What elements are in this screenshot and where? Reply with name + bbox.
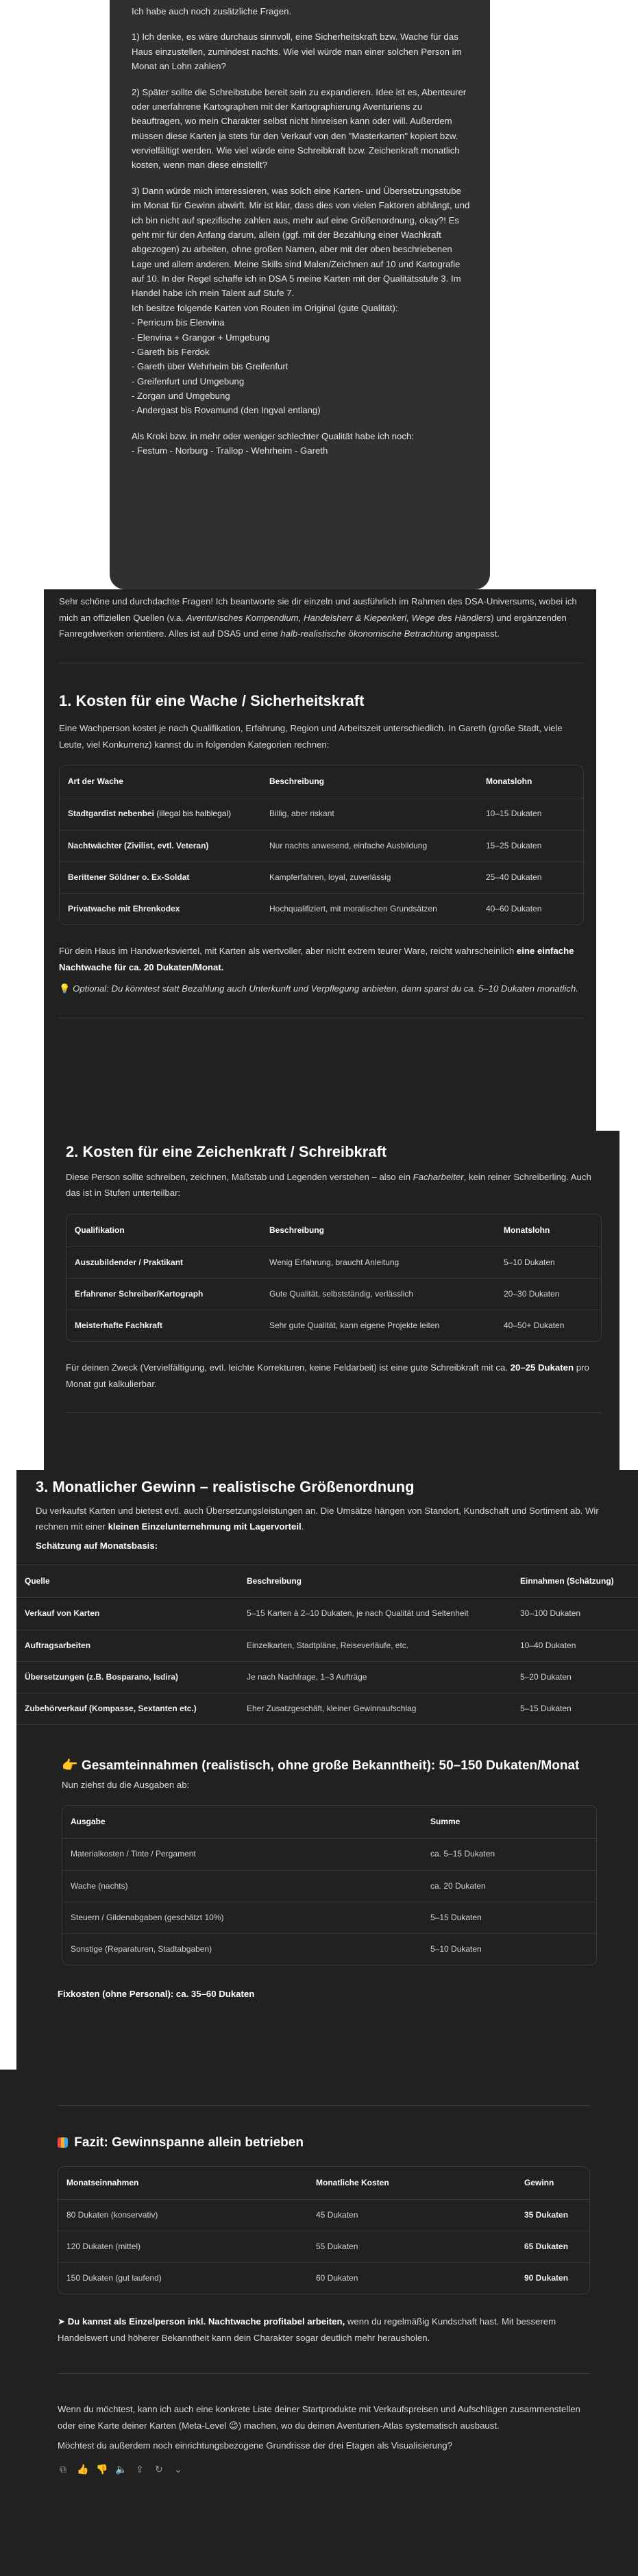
lightbulb-icon: 💡 bbox=[59, 983, 71, 994]
table-row: Stadtgardist nebenbei (illegal bis halblegal) Billig, aber riskant 10–15 Dukaten bbox=[60, 798, 583, 830]
assistant-response-part-4 bbox=[0, 2070, 638, 2576]
pointing-hand-icon: 👉 bbox=[62, 1758, 78, 1774]
table-header: Monatliche Kosten bbox=[308, 2167, 516, 2200]
user-question-2: 2) Später sollte die Schreibstube bereit sein zu expandieren. Idee ist es, Abenteurer oder unerfahrene Kartographen mit der Kartographierung Aventuriens zu beauftragen, wo mein Charakter selbst nicht hinreisen kann oder will. Außerdem müssen diese Karten ja stets für den Verkauf von den "Masterkarten" kopiert bzw. vervielfältigt werden. Wie viel würde eine Schreibkraft bzw. Zeichenkraft monatlich kosten, wenn man diese einstellt? bbox=[132, 86, 467, 171]
user-q3-line: - Gareth bis Ferdok bbox=[132, 346, 210, 357]
costs-intro: Nun ziehst du die Ausgaben ab: bbox=[62, 1779, 190, 1790]
user-q3-line: - Andergast bis Rovamund (den Ingval entlang) bbox=[132, 405, 321, 416]
conclusion-text: ➤ Du kannst als Einzelperson inkl. Nachtwache profitabel arbeiten, wenn du regelmäßig Kundschaft hast. Mit besserem Handelswert und höherer Bekanntheit kann dein Charakter sogar deutlich mehr herausholen. bbox=[58, 2316, 556, 2343]
section3-heading: 3. Monatlicher Gewinn – realistische Größenordnung bbox=[36, 1478, 415, 1495]
user-q3-line: - Elenvina + Grangor + Umgebung bbox=[132, 332, 270, 343]
assistant-response-part-3 bbox=[16, 1470, 638, 2070]
table-header: Ausgabe bbox=[62, 1806, 422, 1839]
section2-recommendation: Für deinen Zweck (Vervielfältigung, evtl. leichte Korrekturen, keine Feldarbeit) ist eine gute Schreibkraft mit ca. 20–25 Dukaten pro Monat gut kalkulierbar. bbox=[66, 1362, 589, 1389]
table-row: Verkauf von Karten 5–15 Karten à 2–10 Dukaten, je nach Qualität und Seltenheit 30–100 Dukaten bbox=[16, 1598, 638, 1630]
writer-wage-table bbox=[66, 1214, 602, 1342]
user-greeting: Ich habe auch noch zusätzliche Fragen. bbox=[132, 6, 292, 16]
table-row: Sonstige (Reparaturen, Stadtabgaben) 5–10 Dukaten bbox=[71, 1943, 482, 1954]
table-row: Übersetzungen (z.B. Bosparano, Isdira) Je nach Nachfrage, 1–3 Aufträge 5–20 Dukaten bbox=[16, 1661, 638, 1693]
table-row: Berittener Söldner o. Ex-Soldat Kampferfahren, loyal, zuverlässig 25–40 Dukaten bbox=[60, 861, 583, 893]
section1-text: Eine Wachperson kostet je nach Qualifikation, Erfahrung, Region und Arbeitszeit unterschiedlich. In Gareth (große Stadt, viele Leute, viel Konkurrenz) kannst du in folgenden Kategorien rechnen: bbox=[59, 723, 563, 750]
thumbs-up-icon[interactable]: 👍 bbox=[77, 2463, 89, 2475]
user-message-bubble bbox=[110, 0, 490, 589]
income-table bbox=[16, 1565, 638, 1725]
costs-table bbox=[62, 1805, 597, 1965]
table-row: 150 Dukaten (gut laufend) 60 Dukaten 90 Dukaten bbox=[66, 2273, 569, 2283]
user-q4-line: Als Kroki bzw. in mehr oder weniger schlechter Qualität habe ich noch: bbox=[132, 430, 414, 441]
section1-heading: 1. Kosten für eine Wache / Sicherheitskraft bbox=[59, 691, 365, 709]
section3-subheading: Schätzung auf Monatsbasis: bbox=[36, 1540, 158, 1551]
divider bbox=[58, 2105, 590, 2106]
table-header: Summe bbox=[422, 1806, 596, 1839]
table-header: Beschreibung bbox=[238, 1565, 512, 1598]
smile-icon: 😉 bbox=[228, 2420, 238, 2431]
table-header: Art der Wache bbox=[60, 765, 261, 798]
section2-text: Diese Person sollte schreiben, zeichnen, Maßstab und Legenden verstehen – also ein Facharbeiter, kein reiner Schreiberling. Auch das ist in Stufen unterteilbar: bbox=[66, 1171, 591, 1199]
user-question-3 bbox=[132, 184, 472, 418]
user-q3-line: Ich besitze folgende Karten von Routen im Original (gute Qualität): bbox=[132, 302, 398, 313]
fixed-costs: Fixkosten (ohne Personal): ca. 35–60 Dukaten bbox=[58, 1989, 255, 2000]
assistant-response-part-1 bbox=[44, 589, 596, 1131]
table-header: Gewinn bbox=[516, 2167, 589, 2200]
user-q3-line: 3) Dann würde mich interessieren, was solch eine Karten- und Übersetzungsstube im Monat für Gewinn abwirft. Mir ist klar, dass dies von vielen Faktoren abhängt, und ich bin nicht auf spezifische zahlen aus, mehr auf eine Größenordnung, okay?! Es geht mir für den Anfang darum, allein (ggf. mit der Bezahlung einer Wachkraft abgezogen) zu arbeiten, ohne großen Namen, aber mit der oben beschriebenen Lage und allem anderen. Meine Skills sind Malen/Zeichnen auf 10 und Kartografie auf 10. In der Regel schaffe ich in DSA 5 meine Karten mit der Qualitätsstufe 3. Im Handel habe ich mein Talent auf Stufe 7. bbox=[132, 185, 470, 299]
conclusion-heading: Fazit: Gewinnspanne allein betrieben bbox=[58, 2133, 590, 2152]
section2-heading: 2. Kosten für eine Zeichenkraft / Schreibkraft bbox=[66, 1143, 387, 1160]
section1-recommendation: Für dein Haus im Handwerksviertel, mit Karten als wertvoller, aber nicht extrem teurer Ware, reicht wahrscheinlich eine einfache Nachtwache für ca. 20 Dukaten/Monat. bbox=[59, 946, 574, 972]
table-row: Zubehörverkauf (Kompasse, Sextanten etc.) Eher Zusatzgeschäft, kleiner Gewinnaufschlag 5–15 Dukaten bbox=[25, 1703, 572, 1713]
outro-offer: Wenn du möchtest, kann ich auch eine konkrete Liste deiner Startprodukte mit Verkaufspreisen und Aufschlägen zusammenstellen oder eine Karte deiner Karten (Meta-Level 😉) machen, wo du deinen Aventurien-Atlas systematisch ausbaust. bbox=[58, 2404, 580, 2431]
profit-table bbox=[58, 2166, 590, 2295]
intro-sources: Aventurisches Kompendium, Handelsherr & Kiepenkerl, Wege des Händlers bbox=[186, 612, 491, 623]
divider bbox=[66, 1412, 602, 1413]
table-header: Monatslohn bbox=[495, 1214, 601, 1247]
table-row: Auszubildender / Praktikant Wenig Erfahrung, braucht Anleitung 5–10 Dukaten bbox=[66, 1247, 601, 1278]
user-q3-line: - Greifenfurt und Umgebung bbox=[132, 376, 245, 387]
table-row: Steuern / Gildenabgaben (geschätzt 10%) 5–15 Dukaten bbox=[62, 1902, 596, 1933]
table-header: Beschreibung bbox=[261, 1214, 495, 1247]
outro-question: Möchtest du außerdem noch einrichtungsbezogene Grundrisse der drei Etagen als Visualisierung? bbox=[58, 2440, 452, 2451]
table-row: Materialkosten / Tinte / Pergament ca. 5–15 Dukaten bbox=[62, 1839, 596, 1870]
table-header: Einnahmen (Schätzung) bbox=[512, 1565, 638, 1598]
user-q3-line: - Zorgan und Umgebung bbox=[132, 391, 230, 401]
table-row: Auftragsarbeiten Einzelkarten, Stadtpläne, Reiseverläufe, etc. 10–40 Dukaten bbox=[16, 1630, 638, 1661]
copy-icon[interactable]: ⧉ bbox=[60, 2463, 66, 2475]
table-row: Nachtwächter (Zivilist, evtl. Veteran) Nur nachts anwesend, einfache Ausbildung 15–25 Dukaten bbox=[60, 830, 583, 861]
table-row: Meisterhafte Fachkraft Sehr gute Qualität, kann eigene Projekte leiten 40–50+ Dukaten bbox=[75, 1321, 565, 1331]
user-question-1: 1) Ich denke, es wäre durchaus sinnvoll, eine Sicherheitskraft bzw. Wache für das Haus einzustellen, zumindest nachts. Wie viel würde man einer solchen Person im Monat an Lohn zahlen? bbox=[132, 32, 462, 72]
user-q4-line: - Festum - Norburg - Trallop - Wehrheim - Gareth bbox=[132, 445, 328, 456]
table-row: 80 Dukaten (konservativ) 45 Dukaten 35 Dukaten bbox=[58, 2199, 589, 2231]
speaker-icon[interactable]: 🔈 bbox=[115, 2463, 127, 2475]
chevron-down-icon[interactable]: ⌄ bbox=[174, 2463, 182, 2475]
user-q3-line: - Gareth über Wehrheim bis Greifenfurt bbox=[132, 361, 289, 372]
divider bbox=[58, 2373, 590, 2374]
table-row: Wache (nachts) ca. 20 Dukaten bbox=[62, 1870, 596, 1902]
guard-wage-table bbox=[59, 765, 584, 925]
table-row: Erfahrener Schreiber/Kartograph Gute Qualität, selbstständig, verlässlich 20–30 Dukaten bbox=[66, 1279, 601, 1310]
bar-chart-icon bbox=[58, 2137, 68, 2148]
user-q3-line: - Perricum bis Elenvina bbox=[132, 317, 225, 328]
total-income-heading: 👉 Gesamteinnahmen (realistisch, ohne große Bekanntheit): 50–150 Dukaten/Monat bbox=[62, 1758, 580, 1774]
table-header: Quelle bbox=[16, 1565, 238, 1598]
intro-paragraph: Sehr schöne und durchdachte Fragen! Ich beantworte sie dir einzeln und ausführlich im Rahmen des DSA-Universums, wobei ich mich an offiziellen Quellen (v.a. Aventurisches Kompendium, Handelsherr & Kiepenkerl, Wege des Händlers) und ergänzenden Fanregelwerken orientiere. Alles ist auf DSA5 und eine halb-realistische ökonomische Betrachtung angepasst. bbox=[59, 596, 577, 639]
user-question-4 bbox=[132, 429, 472, 458]
assistant-response-part-2 bbox=[44, 1131, 619, 1470]
section3-text: Du verkaufst Karten und bietest evtl. auch Übersetzungsleistungen an. Die Umsätze hängen von Standort, Kundschaft und Sortiment ab. Wir rechnen mit einer kleinen Einzelunternehmung mit Lagervorteil. bbox=[36, 1505, 599, 1532]
share-icon[interactable]: ⇪ bbox=[136, 2463, 144, 2475]
section1-tip: 💡 Optional: Du könntest statt Bezahlung auch Unterkunft und Verpflegung anbieten, dann sparst du ca. 5–10 Dukaten monatlich. bbox=[59, 983, 578, 994]
table-row: Privatwache mit Ehrenkodex Hochqualifiziert, mit moralischen Grundsätzen 40–60 Dukaten bbox=[68, 903, 542, 913]
table-header: Qualifikation bbox=[66, 1214, 261, 1247]
table-header: Beschreibung bbox=[261, 765, 478, 798]
table-header: Monatseinnahmen bbox=[58, 2167, 308, 2200]
thumbs-down-icon[interactable]: 👎 bbox=[96, 2463, 108, 2475]
message-actions bbox=[58, 2464, 590, 2475]
table-header: Monatslohn bbox=[478, 765, 583, 798]
regenerate-icon[interactable]: ↻ bbox=[155, 2463, 163, 2475]
table-row: 120 Dukaten (mittel) 55 Dukaten 65 Dukaten bbox=[58, 2231, 589, 2262]
